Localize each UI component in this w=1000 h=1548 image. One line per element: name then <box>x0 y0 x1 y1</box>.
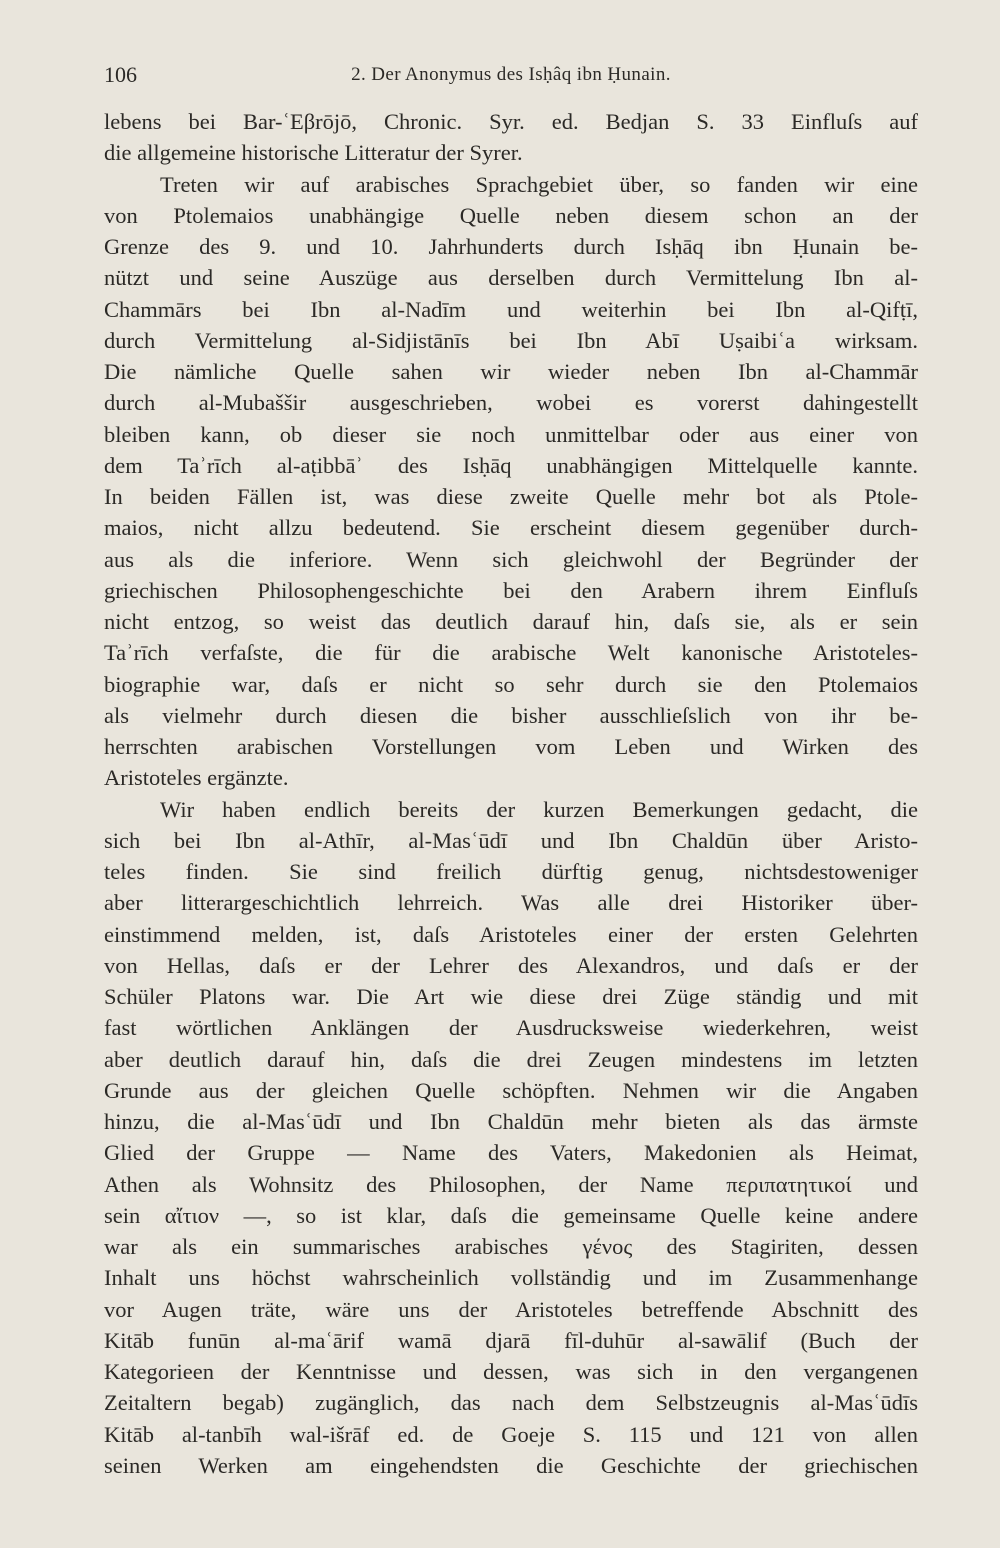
text-line: einstimmend melden, ist, daſs Aristoteles einer der ersten Gelehrten <box>104 921 918 947</box>
text-line: Treten wir auf arabisches Sprachgebiet über, so fanden wir eine <box>160 171 918 197</box>
text-line: Grunde aus der gleichen Quelle schöpften. Nehmen wir die Angaben <box>104 1077 918 1103</box>
text-line: Zeitaltern begab) zugänglich, das nach dem Selbstzeugnis al-Masʿūdīs <box>104 1390 918 1416</box>
text-line: von Hellas, daſs er der Lehrer des Alexandros, und daſs er der <box>104 952 918 978</box>
text-line: griechischen Philosophengeschichte bei den Arabern ihrem Einfluſs <box>104 577 918 603</box>
text-line: durch al-Mubaššir ausgeschrieben, wobei es vorerst dahingestellt <box>104 390 918 416</box>
text-line: Chammārs bei Ibn al-Nadīm und weiterhin bei Ibn al-Qifṭī, <box>104 296 918 322</box>
text-line: vor Augen träte, wäre uns der Aristoteles betreffende Abschnitt des <box>104 1296 918 1322</box>
text-line: dem Taʾrīch al-aṭibbāʾ des Isḥāq unabhängigen Mittelquelle kannte. <box>104 452 918 478</box>
text-line: Kitāb funūn al-maʿārif wamā djarā fīl-duhūr al-sawālif (Buch der <box>104 1327 918 1353</box>
text-line: die allgemeine historische Litteratur der Syrer. <box>104 140 523 166</box>
page-header <box>104 62 918 90</box>
text-line: Schüler Platons war. Die Art wie diese drei Züge ständig und mit <box>104 984 918 1009</box>
text-line: Die nämliche Quelle sahen wir wieder neben Ibn al-Chammār <box>104 359 918 384</box>
text-line: fast wörtlichen Anklängen der Ausdrucksweise wiederkehren, weist <box>104 1015 918 1041</box>
text-line: Kategorieen der Kenntnisse und dessen, was sich in den vergangenen <box>104 1359 918 1384</box>
body-text <box>104 106 918 1481</box>
text-line: Taʾrīch verfaſste, die für die arabische Welt kanonische Aristoteles- <box>104 640 918 666</box>
text-line: herrschten arabischen Vorstellungen vom Leben und Wirken des <box>104 734 918 759</box>
text-line: Aristoteles ergänzte. <box>104 765 289 791</box>
text-line: lebens bei Bar-ʿEβrōjō, Chronic. Syr. ed. Bedjan S. 33 Einfluſs auf <box>104 109 918 134</box>
text-line: aber deutlich darauf hin, daſs die drei Zeugen mindestens im letzten <box>104 1046 918 1072</box>
text-line: seinen Werken am eingehendsten die Geschichte der griechischen <box>104 1452 918 1478</box>
text-line: Glied der Gruppe — Name des Vaters, Makedonien als Heimat, <box>104 1140 918 1166</box>
text-line: Athen als Wohnsitz des Philosophen, der Name περιπατητικοί und <box>104 1171 918 1197</box>
text-line: sich bei Ibn al-Athīr, al-Masʿūdī und Ibn Chaldūn über Aristo- <box>104 827 918 853</box>
text-line: durch Vermittelung al-Sidjistānīs bei Ibn Abī Uṣaibiʿa wirksam. <box>104 327 918 353</box>
running-title: 2. Der Anonymus des Isḥâq ibn Ḥunain. <box>351 64 671 85</box>
text-line: Wir haben endlich bereits der kurzen Bemerkungen gedacht, die <box>160 796 918 822</box>
text-line: Inhalt uns höchst wahrscheinlich vollständig und im Zusammenhange <box>104 1265 918 1291</box>
text-line: aus als die inferiore. Wenn sich gleichwohl der Begründer der <box>104 546 918 572</box>
text-line: war als ein summarisches arabisches γένος des Stagiriten, dessen <box>104 1234 918 1259</box>
text-line: nicht entzog, so weist das deutlich darauf hin, daſs sie, als er sein <box>104 609 918 634</box>
text-line: teles finden. Sie sind freilich dürftig genug, nichtsdestoweniger <box>104 859 918 884</box>
text-line: Kitāb al-tanbīh wal-išrāf ed. de Goeje S. 115 und 121 von allen <box>104 1421 918 1447</box>
text-line: sein αἴτιον —, so ist klar, daſs die gemeinsame Quelle keine andere <box>104 1202 918 1228</box>
text-line: aber litterargeschichtlich lehrreich. Was alle drei Historiker über- <box>104 890 918 916</box>
text-line: von Ptolemaios unabhängige Quelle neben diesem schon an der <box>104 202 918 228</box>
text-line: biographie war, daſs er nicht so sehr durch sie den Ptolemaios <box>104 671 918 697</box>
text-line: Grenze des 9. und 10. Jahrhunderts durch Isḥāq ibn Ḥunain be- <box>104 234 918 259</box>
text-line: bleiben kann, ob dieser sie noch unmittelbar oder aus einer von <box>104 421 918 447</box>
text-line: nützt und seine Auszüge aus derselben durch Vermittelung Ibn al- <box>104 265 918 291</box>
page-number: 106 <box>104 62 137 87</box>
text-line: In beiden Fällen ist, was diese zweite Quelle mehr bot als Ptole- <box>104 484 918 509</box>
text-line: hinzu, die al-Masʿūdī und Ibn Chaldūn mehr bieten als das ärmste <box>104 1109 918 1134</box>
text-line: maios, nicht allzu bedeutend. Sie erscheint diesem gegenüber durch- <box>104 515 918 541</box>
text-line: als vielmehr durch diesen die bisher ausschlieſslich von ihr be- <box>104 702 918 728</box>
